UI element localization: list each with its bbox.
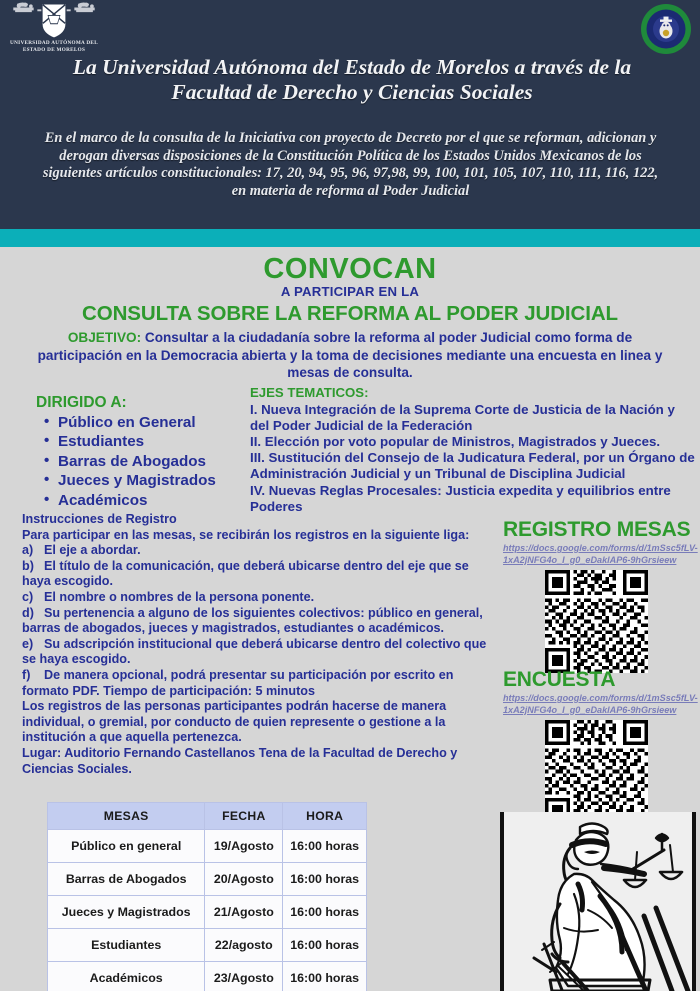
cell-hora: 16:00 horas <box>283 896 367 929</box>
participar-subheading: A PARTICIPAR EN LA <box>280 284 420 299</box>
list-item: • Académicos <box>36 491 251 511</box>
list-item: • Barras de Abogados <box>36 452 251 472</box>
instrucciones-item-b <box>22 559 500 590</box>
instrucciones-item-c <box>22 590 500 606</box>
objetivo-text: Consultar a la ciudadanía sobre la reforma al poder Judicial como forma de participación en la Democracia abierta y la toma de decisiones mediante una encuesta en linea y mesas de consulta. <box>37 330 663 380</box>
instrucciones-block <box>22 512 500 777</box>
cell-mesa: Público en general <box>48 830 205 863</box>
cell-fecha: 19/Agosto <box>205 830 283 863</box>
encuesta-link[interactable]: https://docs.google.com/forms/d/1mSsc5fLV-1xA2jNFG4o_I_g0_eDaklAP6-9hGrsieew <box>503 693 698 715</box>
ejes-tematicos-heading: EJES TEMATICOS: <box>250 384 369 400</box>
qr-code-registro-mesas[interactable] <box>545 570 699 673</box>
cell-fecha: 21/Agosto <box>205 896 283 929</box>
qr-code-registro-mesas-graphic <box>545 570 648 673</box>
item-marker: d) <box>22 605 34 620</box>
cell-fecha: 20/Agosto <box>205 863 283 896</box>
qr-code-encuesta[interactable] <box>545 720 699 823</box>
two-column-section <box>0 384 700 528</box>
list-item: • Público en General <box>36 413 251 433</box>
item-marker: c) <box>22 589 34 604</box>
uaem-shield-logo <box>2 2 106 54</box>
list-item: II. Elección por voto popular de Ministros, Magistrados y Jueces. <box>250 433 661 449</box>
instrucciones-intro: Para participar en las mesas, se recibirán los registros en la siguiente liga: <box>22 527 470 542</box>
instrucciones-item-e <box>22 637 500 668</box>
instrucciones-item-f <box>22 668 500 699</box>
item-marker: a) <box>22 543 34 558</box>
dirigido-a-block <box>36 393 251 511</box>
consulta-heading: CONSULTA SOBRE LA REFORMA AL PODER JUDICIAL <box>82 302 618 325</box>
poster-header <box>0 0 700 229</box>
cell-mesa: Académicos <box>48 962 205 991</box>
uaem-logo-caption: UNIVERSIDAD AUTÓNOMA DEL ESTADO DE MORELOS <box>10 40 98 53</box>
lady-justice-graphic <box>504 812 692 991</box>
list-item: I. Nueva Integración de la Suprema Corte de Justicia de la Nación y del Poder Judicial de la Federación <box>250 401 675 433</box>
teal-divider-band <box>0 229 700 247</box>
qr-code-encuesta-graphic <box>545 720 648 823</box>
objetivo-paragraph <box>26 329 674 382</box>
ejes-tematicos-block <box>250 385 695 515</box>
facultad-seal-graphic <box>640 3 692 55</box>
item-marker: b) <box>22 558 34 573</box>
table-row <box>48 863 367 896</box>
schedule-table-wrap <box>47 802 367 991</box>
item-text: El eje a abordar. <box>44 543 141 558</box>
instrucciones-item-a <box>22 543 500 559</box>
column-header-hora: HORA <box>283 803 367 830</box>
cell-hora: 16:00 horas <box>283 863 367 896</box>
ejes-tematicos-list <box>250 402 695 515</box>
cell-hora: 16:00 horas <box>283 962 367 991</box>
registro-mesas-title: REGISTRO MESAS <box>503 518 691 541</box>
table-row <box>48 929 367 962</box>
registro-mesas-block <box>503 518 699 673</box>
instrucciones-heading: Instrucciones de Registro <box>22 512 177 526</box>
page-title: La Universidad Autónoma del Estado de Morelos a través de la Facultad de Derecho y Ciencias Sociales <box>72 55 632 104</box>
column-header-fecha: FECHA <box>205 803 283 830</box>
cell-mesa: Estudiantes <box>48 929 205 962</box>
instrucciones-closing: Los registros de las personas participantes podrán hacerse de manera individual, o gremial, por conducto de quien represente o gestione a la institución a que aquella pertenezca. <box>22 699 447 745</box>
item-marker: e) <box>22 636 34 651</box>
item-text: Su adscripción institucional que deberá ubicarse dentro del colectivo que se haya escogido. <box>22 636 487 667</box>
table-row <box>48 896 367 929</box>
item-text: El título de la comunicación, que deberá ubicarse dentro del eje que se haya escogido. <box>22 558 469 589</box>
schedule-table <box>47 802 367 991</box>
item-text: De manera opcional, podrá presentar su participación por escrito en formato PDF. Tiempo de participación: 5 minutos <box>22 667 454 698</box>
column-header-mesas: MESAS <box>48 803 205 830</box>
table-row <box>48 830 367 863</box>
encuesta-title: ENCUESTA <box>503 668 616 691</box>
cell-fecha: 22/agosto <box>205 929 283 962</box>
dirigido-a-list <box>36 413 251 511</box>
registro-mesas-link[interactable]: https://docs.google.com/forms/d/1mSsc5fLV-1xA2jNFG4o_I_g0_eDaklAP6-9hGrsieew <box>503 543 698 565</box>
header-subtitle: En el marco de la consulta de la Iniciativa con proyecto de Decreto por el que se reforman, adicionan y derogan diversas disposiciones de la Constitución Política de los Estados Unidos Mexicanos de los siguientes artículos constitucionales: 17, 20, 94, 95, 96, 97,98, 99, 100, 101, 105, 107, 110, 111, 116, 122, en materia de reforma al Poder Judicial <box>42 130 659 199</box>
cell-mesa: Jueces y Magistrados <box>48 896 205 929</box>
convocan-heading: CONVOCAN <box>263 253 437 285</box>
list-item: • Estudiantes <box>36 432 251 452</box>
encuesta-block <box>503 668 699 823</box>
item-marker: f) <box>22 667 31 682</box>
item-text: El nombre o nombres de la persona ponente. <box>44 589 315 604</box>
cell-hora: 16:00 horas <box>283 929 367 962</box>
cell-hora: 16:00 horas <box>283 830 367 863</box>
table-row <box>48 962 367 991</box>
instrucciones-lugar: Lugar: Auditorio Fernando Castellanos Tena de la Facultad de Derecho y Ciencias Sociales. <box>22 745 458 776</box>
list-item: III. Sustitución del Consejo de la Judicatura Federal, por un Órgano de Administración Judicial y un Tribunal de Disciplina Judicial <box>250 450 695 482</box>
instrucciones-item-d <box>22 606 500 637</box>
dirigido-a-heading: DIRIGIDO A: <box>36 393 127 411</box>
cell-mesa: Barras de Abogados <box>48 863 205 896</box>
lady-justice-illustration <box>500 812 696 991</box>
objetivo-label: OBJETIVO: <box>67 330 142 345</box>
item-text: Su pertenencia a alguno de los siguientes colectivos: público en general, barras de abogados, jueces y magistrados, estudiantes o académicos. <box>22 605 483 636</box>
cell-fecha: 23/Agosto <box>205 962 283 991</box>
table-header-row <box>48 803 367 830</box>
list-item: IV. Nuevas Reglas Procesales: Justicia expedita y equilibrios entre Poderes <box>250 482 671 514</box>
uaem-shield-graphic <box>6 2 102 39</box>
list-item: • Jueces y Magistrados <box>36 471 251 491</box>
facultad-derecho-seal <box>640 3 692 55</box>
